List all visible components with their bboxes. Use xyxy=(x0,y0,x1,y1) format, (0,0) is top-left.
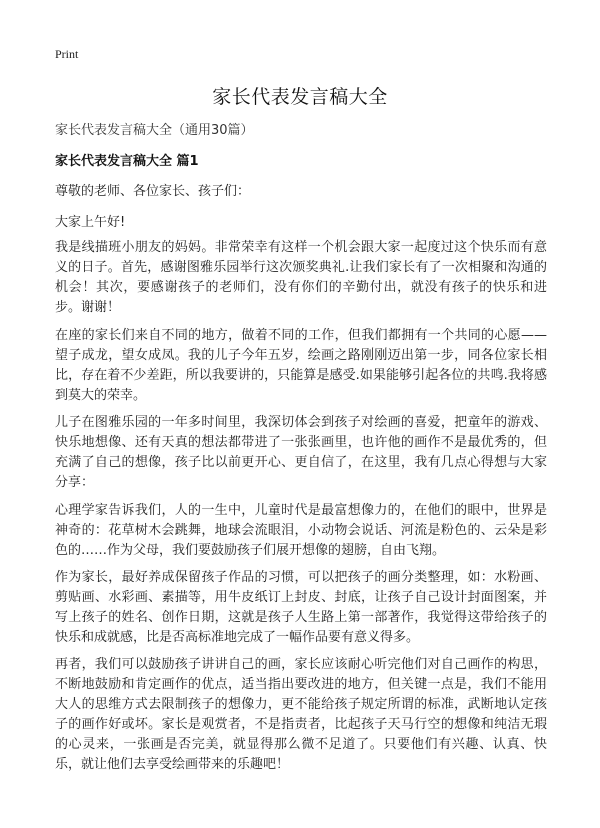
section-heading: 家长代表发言稿大全 篇1 xyxy=(55,154,199,169)
salutation: 尊敬的老师、各位家长、孩子们： xyxy=(55,184,251,199)
paragraph: 再者，我们可以鼓励孩子讲讲自己的画，家长应该耐心听完他们对自己画作的构思，不断地鼓励和肯定画作的优点，适当指出要改进的地方，但关键一点是，我们不能用大人的思维方式去限制孩子的想像力，更不能给孩子规定所谓的标准，武断地认定孩子的画作好或坏。家长是观赏者，不是指责者，比起孩子天马行空的想像和纯洁无瑕的心灵来，一张画是否完美，就显得那么微不足道了。只要他们有兴趣、认真、快乐，就让他们去享受绘画带来的乐趣吧！ xyxy=(55,657,547,772)
paragraph: 在座的家长们来自不同的地方，做着不同的工作，但我们都拥有一个共同的心愿——望子成龙，望女成凤。我的儿子今年五岁，绘画之路刚刚迈出第一步，同各位家长相比，存在着不少差距，所以我要讲的，只能算是感受.如果能够引起各位的共鸣.我将感到莫大的荣幸。 xyxy=(55,328,547,403)
paragraph: 作为家长，最好养成保留孩子作品的习惯，可以把孩子的画分类整理，如：水粉画、剪贴画、水彩画、素描等，用牛皮纸订上封皮、封底，让孩子自己设计封面图案，并写上孩子的姓名、创作日期，这就是孩子人生路上第一部著作，我觉得这带给孩子的快乐和成就感，比是否高标准地完成了一幅作品要有意义得多。 xyxy=(55,570,547,645)
paragraph: 儿子在图雅乐园的一年多时间里，我深切体会到孩子对绘画的喜爱，把童年的游戏、快乐地想像、还有天真的想法都带进了一张张画里，也许他的画作不是最优秀的，但充满了自己的想像，孩子比以前更开心、更自信了，在这里，我有几点心得想与大家分享： xyxy=(55,415,547,490)
document-title: 家长代表发言稿大全 xyxy=(212,86,388,108)
document-subtitle: 家长代表发言稿大全（通用30篇） xyxy=(55,123,254,138)
paragraph: 我是线描班小朋友的妈妈。非常荣幸有这样一个机会跟大家一起度过这个快乐而有意义的日子。首先，感谢图雅乐园举行这次颁奖典礼.让我们家长有了一次相聚和沟通的机会！其次，要感谢孩子的老师们，没有你们的辛勤付出，就没有孩子的快乐和进步。谢谢！ xyxy=(55,240,547,315)
paragraph: 心理学家告诉我们，人的一生中，儿童时代是最富想像力的，在他们的眼中，世界是神奇的：花草树木会跳舞，地球会流眼泪，小动物会说话、河流是粉色的、云朵是彩色的……作为父母，我们要鼓励孩子们展开想像的翅膀，自由飞翔。 xyxy=(55,503,547,558)
greeting: 大家上午好! xyxy=(55,215,126,230)
print-link[interactable]: Print xyxy=(55,47,79,61)
